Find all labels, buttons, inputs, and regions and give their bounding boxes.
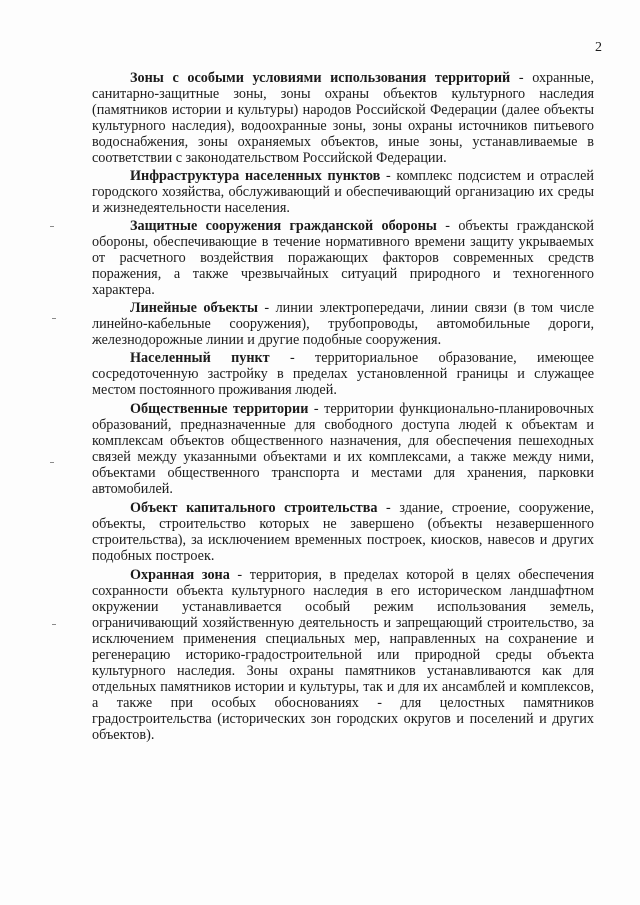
definition-text: - здание, строение, сооружение, объекты, строительство которых не завершено (объекты незавершенного строительства), за исключением временных построек, киосков, навесов и других подобных построек. xyxy=(92,500,594,564)
page-number: 2 xyxy=(595,40,602,55)
definition-text: - линии электропередачи, линии связи (в том числе линейно-кабельные сооружения), трубопроводы, автомобильные дороги, железнодорожные линии и другие подобные сооружения. xyxy=(92,300,594,348)
definition-paragraph xyxy=(92,401,594,497)
definition-term: Общественные территории xyxy=(130,401,309,417)
definition-paragraph xyxy=(92,350,594,398)
definition-term: Инфраструктура населенных пунктов xyxy=(130,168,381,184)
definition-paragraph xyxy=(92,168,594,216)
definition-term: Линейные объекты xyxy=(130,300,258,316)
definition-text: - территории функционально-планировочных образований, предназначенные для свободного доступа людей к объектам и комплексам объектов общественного назначения, для обеспечения пешеходных связей между указанными объектами и их комплексами, а также между ними, объектами общественного транспорта и местами для хранения, парковки автомобилей. xyxy=(92,401,594,497)
definition-term: Охранная зона xyxy=(130,567,230,583)
document-body xyxy=(92,70,594,743)
scan-mark xyxy=(50,226,54,227)
definition-term: Зоны с особыми условиями использования территорий xyxy=(130,70,511,86)
definition-text: - территория, в пределах которой в целях обеспечения сохранности объекта культурного наследия в его историческом ландшафтном окружении устанавливается особый режим использования земель, ограничивающий хозяйственную деятельность и запрещающий строительство, за исключением применения специальных мер, направленных на сохранение и регенерацию историко-градостроительной или природной среды объекта культурного наследия. Зоны охраны памятников устанавливаются как для отдельных памятников истории и культуры, так и для их ансамблей и комплексов, а также при особых обоснованиях - для целостных памятников градостроительства (исторических зон городских округов и поселений и других объектов). xyxy=(92,567,595,743)
definition-text: - объекты гражданской обороны, обеспечивающие в течение нормативного времени защиту укрываемых от расчетного воздействия поражающих факторов современных средств поражения, а также чрезвычайных ситуаций природного и техногенного характера. xyxy=(92,218,594,298)
definition-paragraph xyxy=(92,218,594,298)
definition-text: - охранные, санитарно-защитные зоны, зоны охраны объектов культурного наследия (памятников истории и культуры) народов Российской Федерации (далее объекты культурного наследия), водоохранные зоны, зоны охраны источников питьевого водоснабжения, зоны охраняемых объектов, иные зоны, устанавливаемые в соответствии с законодательством Российской Федерации. xyxy=(92,70,594,166)
definition-text: - территориальное образование, имеющее сосредоточенную застройку в пределах установленной границы и служащее местом постоянного проживания людей. xyxy=(92,350,594,398)
definition-paragraph xyxy=(92,567,594,743)
scan-mark xyxy=(52,624,56,625)
scan-mark xyxy=(52,318,56,319)
definition-paragraph xyxy=(92,70,594,166)
scan-mark xyxy=(50,462,54,463)
definition-term: Объект капитального строительства xyxy=(130,500,378,516)
definition-term: Населенный пункт xyxy=(130,350,270,366)
definition-text: - комплекс подсистем и отраслей городского хозяйства, обслуживающий и обеспечивающий организацию их среды и жизнедеятельности населения. xyxy=(92,168,594,216)
definition-term: Защитные сооружения гражданской обороны xyxy=(130,218,437,234)
definition-paragraph xyxy=(92,500,594,564)
definition-paragraph xyxy=(92,300,594,348)
